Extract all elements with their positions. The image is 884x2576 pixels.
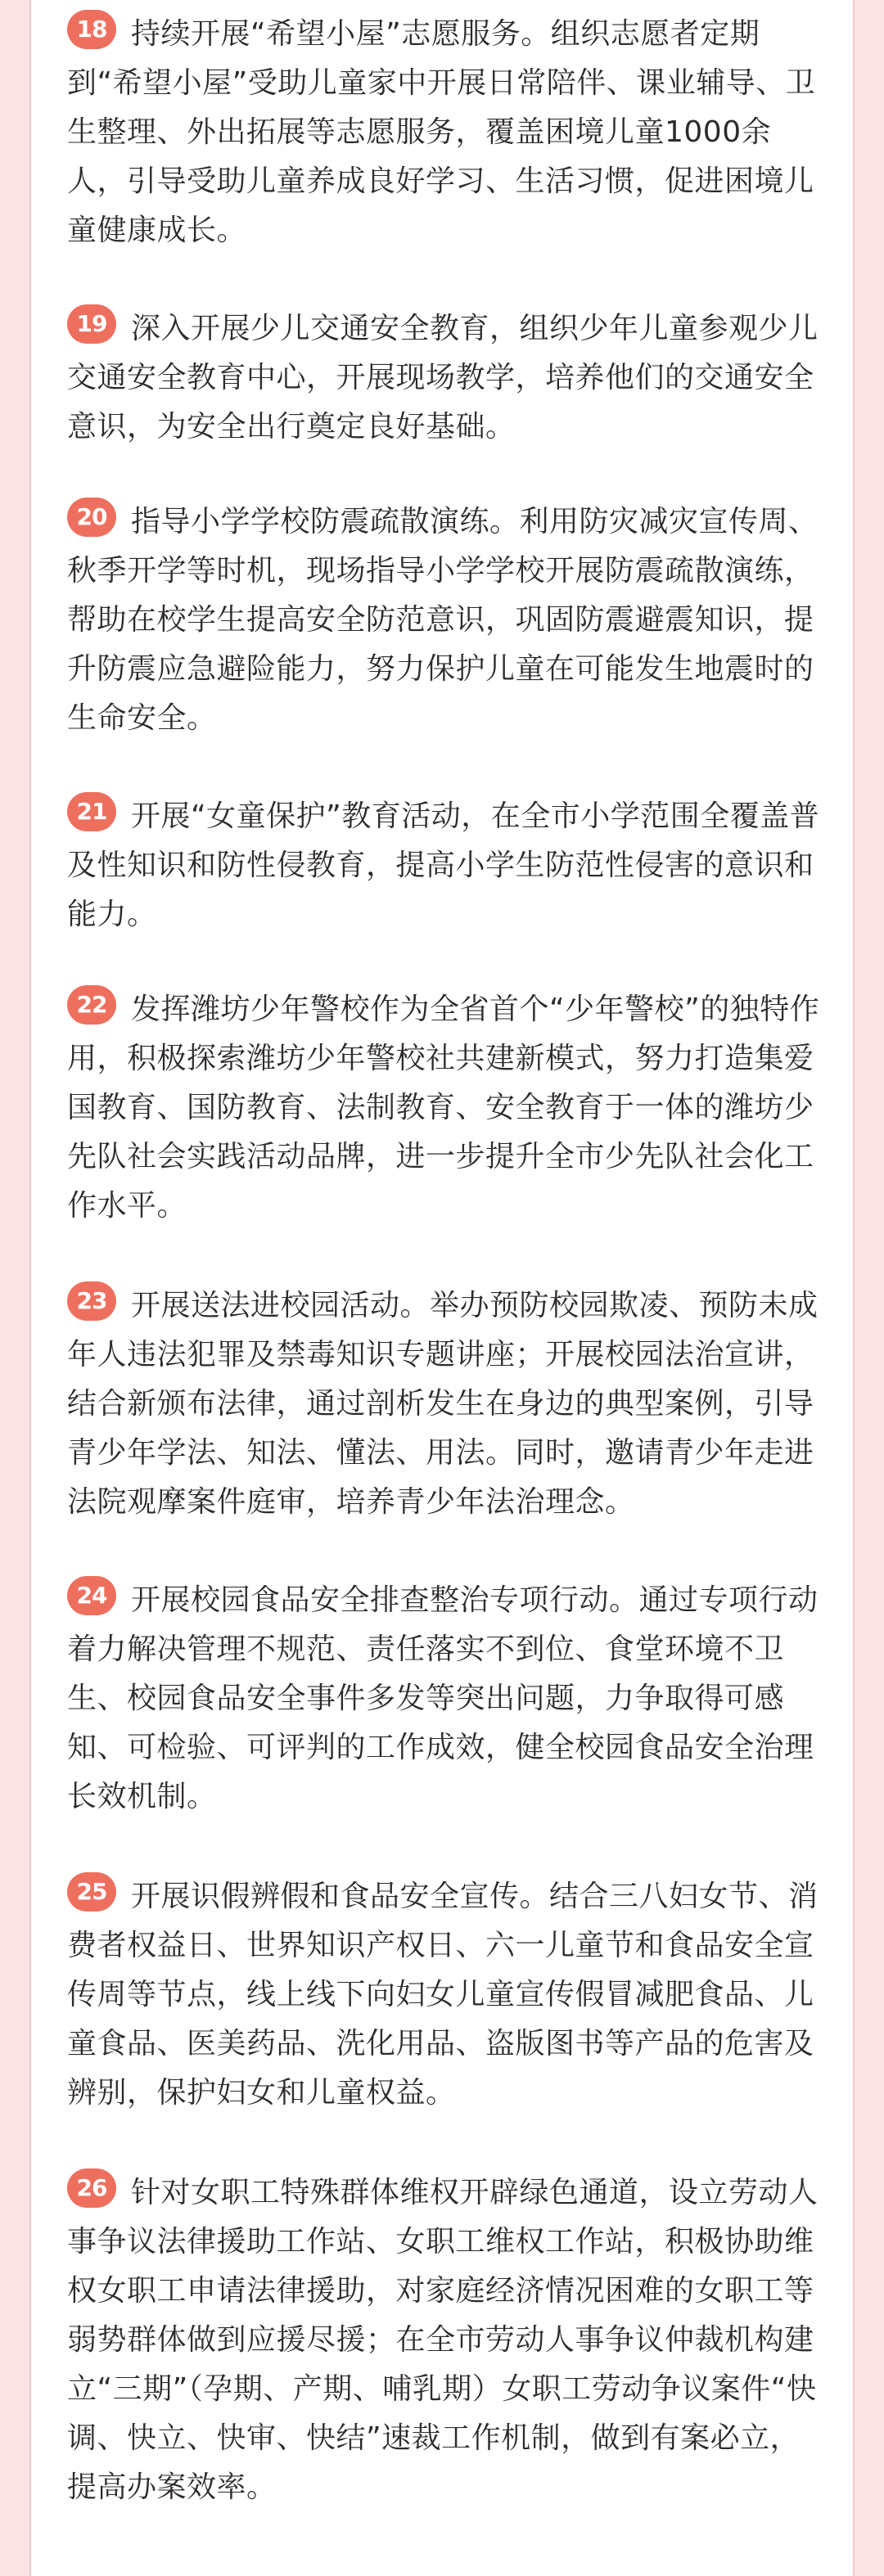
item-text: 发挥潍坊少年警校作为全省首个“少年警校”的独特作用，积极探索潍坊少年警校社共建新模式，努力打造集爱国教育、国防教育、法制教育、安全教育于一体的潍坊少先队社会实践活动品牌，进一步提升全市少先队社会化工作水平。	[67, 993, 820, 1223]
list-item-22	[67, 985, 820, 1231]
badge-number: 20	[76, 503, 107, 530]
item-text: 开展校园食品安全排查整治专项行动。通过专项行动着力解决管理不规范、责任落实不到位、食堂环境不卫生、校园食品安全事件多发等突出问题，力争取得可感知、可检验、可评判的工作成效，健全校园食品安全治理长效机制。	[67, 1583, 819, 1813]
item-text: 开展“女童保护”教育活动，在全市小学范围全覆盖普及性知识和防性侵教育，提高小学生防范性侵害的意识和能力。	[67, 799, 820, 931]
item-text: 持续开展“希望小屋”志愿服务。组织志愿者定期到“希望小屋”受助儿童家中开展日常陪伴、课业辅导、卫生整理、外出拓展等志愿服务，覆盖困境儿童1000余人，引导受助儿童养成良好学习、生活习惯，促进困境儿童健康成长。	[67, 17, 816, 247]
number-badge-18	[67, 10, 116, 49]
list-item-26	[67, 2168, 820, 2512]
list-item-19	[67, 304, 820, 452]
list-item-24	[67, 1576, 820, 1822]
badge-number: 21	[76, 798, 107, 825]
badge-number: 24	[76, 1582, 107, 1609]
document-page	[29, 0, 855, 2576]
badge-number: 25	[76, 1878, 107, 1905]
list-item-21	[67, 792, 820, 939]
number-badge-24	[67, 1576, 116, 1615]
list-item-20	[67, 498, 820, 743]
item-text: 开展识假辨假和食品安全宣传。结合三八妇女节、消费者权益日、世界知识产权日、六一儿童节和食品安全宣传周等节点，线上线下向妇女儿童宣传假冒减肥食品、儿童食品、医美药品、洗化用品、盗版图书等产品的危害及辨别，保护妇女和儿童权益。	[67, 1880, 819, 2110]
item-text: 指导小学学校防震疏散演练。利用防灾减灾宣传周、秋季开学等时机，现场指导小学学校开展防震疏散演练，帮助在校学生提高安全防范意识，巩固防震避震知识，提升防震应急避险能力，努力保护儿童在可能发生地震时的生命安全。	[67, 505, 819, 735]
item-text: 针对女职工特殊群体维权开辟绿色通道，设立劳动人事争议法律援助工作站、女职工维权工作站，积极协助维权女职工申请法律援助，对家庭经济情况困难的女职工等弱势群体做到应援尽援；在全市劳动人事争议仲裁机构建立“三期”（孕期、产期、哺乳期）女职工劳动争议案件“快调、快立、快审、快结”速裁工作机制，做到有案必立，提高办案效率。	[67, 2176, 819, 2504]
number-badge-21	[67, 792, 116, 831]
list-item-25	[67, 1872, 820, 2118]
number-badge-25	[67, 1872, 116, 1912]
badge-number: 23	[76, 1287, 107, 1314]
badge-number: 18	[76, 16, 107, 43]
badge-number: 22	[76, 991, 107, 1018]
list-item-18	[67, 10, 820, 255]
number-badge-19	[67, 304, 116, 344]
badge-number: 26	[76, 2174, 107, 2201]
number-badge-20	[67, 498, 116, 537]
list-item-23	[67, 1281, 820, 1527]
item-text: 深入开展少儿交通安全教育，组织少年儿童参观少儿交通安全教育中心，开展现场教学，培养他们的交通安全意识，为安全出行奠定良好基础。	[67, 312, 819, 444]
number-badge-26	[67, 2168, 116, 2208]
item-text: 开展送法进校园活动。举办预防校园欺凌、预防未成年人违法犯罪及禁毒知识专题讲座；开展校园法治宣讲，结合新颁布法律，通过剖析发生在身边的典型案例，引导青少年学法、知法、懂法、用法。同时，邀请青少年走进法院观摩案件庭审，培养青少年法治理念。	[67, 1289, 819, 1519]
number-badge-22	[67, 985, 116, 1025]
number-badge-23	[67, 1281, 116, 1321]
badge-number: 19	[76, 310, 107, 337]
